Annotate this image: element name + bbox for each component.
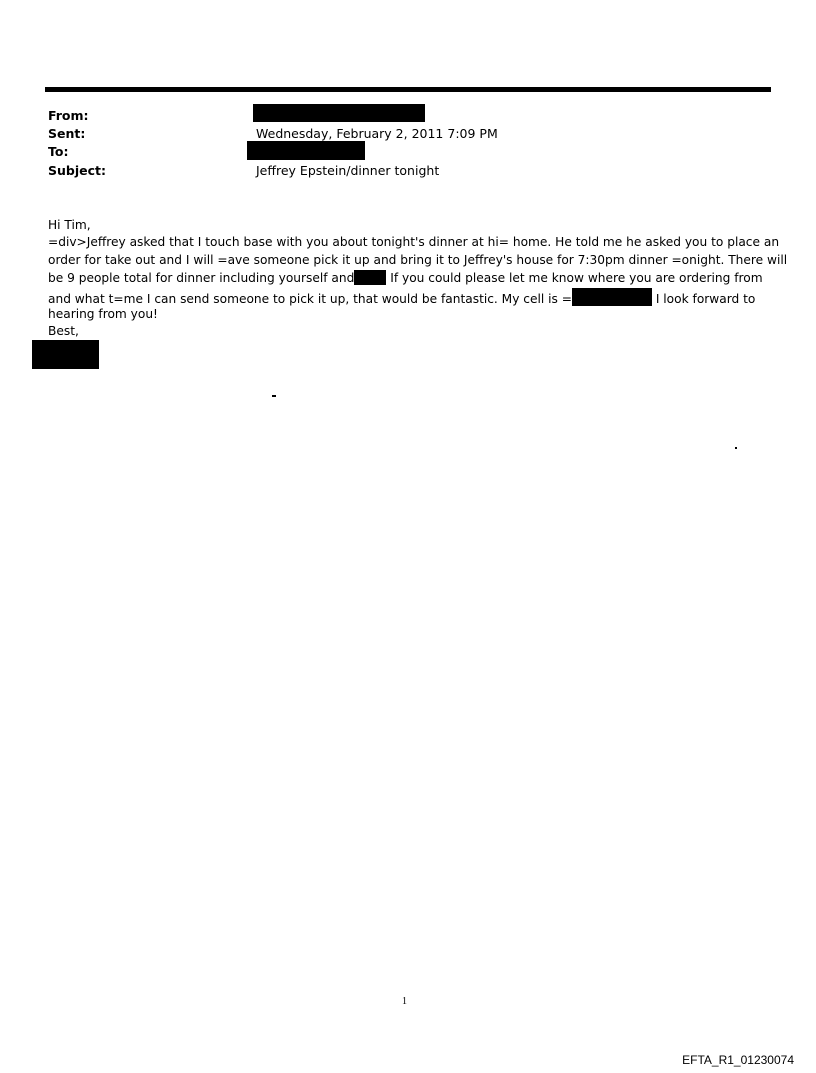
header-rule: [45, 87, 771, 92]
body-line-1: =div>Jeffrey asked that I touch base with you about tonight's dinner at hi= home. He told me he asked you to place an: [48, 235, 780, 249]
sent-value: Wednesday, February 2, 2011 7:09 PM: [256, 126, 498, 141]
phone-redaction: [572, 288, 652, 306]
scan-speck: [272, 395, 276, 397]
body-line-3: [48, 270, 763, 287]
body-line-2: order for take out and I will =ave someone pick it up and bring it to Jeffrey's house for 7:30pm dinner =onight. There will: [48, 253, 788, 267]
greeting: Hi Tim,: [48, 218, 91, 232]
from-label: From:: [48, 108, 89, 123]
body-line-4-start: and what t=me I can send someone to pick it up, that would be fantastic. My cell is =: [48, 292, 572, 306]
body-line-4-end: I look forward to: [651, 292, 756, 306]
to-label: To:: [48, 144, 69, 159]
name-redaction: [354, 270, 386, 285]
sent-label: Sent:: [48, 126, 86, 141]
subject-label: Subject:: [48, 163, 106, 178]
body-line-3-start: be 9 people total for dinner including yourself and: [48, 271, 355, 285]
body-line-3-end: If you could please let me know where you are ordering from: [386, 271, 763, 285]
subject-value: Jeffrey Epstein/dinner tonight: [256, 163, 440, 178]
scan-speck: [735, 447, 737, 449]
from-redaction: [253, 104, 425, 122]
body-line-5: hearing from you!: [48, 307, 158, 321]
page-number: 1: [402, 996, 407, 1007]
document-id: EFTA_R1_01230074: [682, 1053, 794, 1067]
body-line-4: [48, 288, 755, 308]
closing: Best,: [48, 324, 79, 338]
signature-redaction: [32, 340, 99, 369]
to-redaction: [247, 141, 365, 160]
